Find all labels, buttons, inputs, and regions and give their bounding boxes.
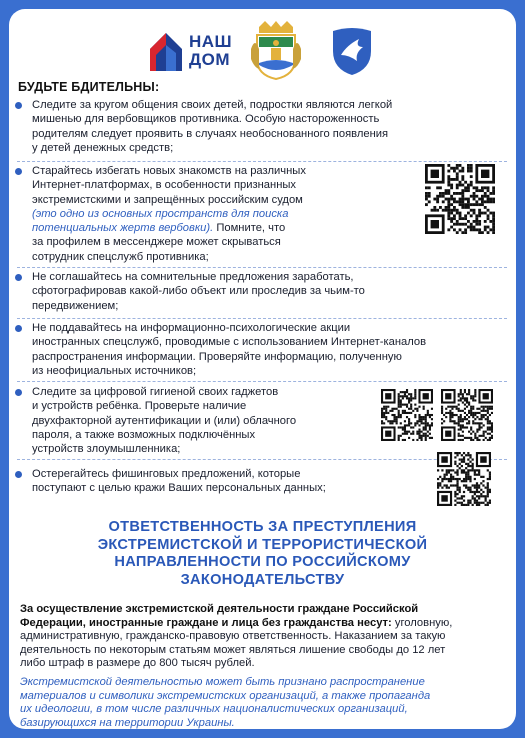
logo-bar xyxy=(9,17,516,81)
alert-heading: БУДЬТЕ БДИТЕЛЬНЫ: xyxy=(18,80,160,94)
bullet-dot xyxy=(15,274,22,281)
tip-text-3: Не соглашайтесь на сомнительные предложения заработать, сфотографировав какой-либо объект или проследив за чьим-то передвижением; xyxy=(32,271,365,312)
responsibility-title: ОТВЕТСТВЕННОСТЬ ЗА ПРЕСТУПЛЕНИЯ ЭКСТРЕМИСТСКОЙ И ТЕРРОРИСТИЧЕСКОЙ НАПРАВЛЕННОСТИ ПО РОССИЙСКОМУ ЗАКОНОДАТЕЛЬСТВУ xyxy=(97,519,428,588)
house-icon xyxy=(147,27,185,73)
extremism-note: Экстремистской деятельностью может быть признано распространение материалов и символики экстремистских организаций, а также пропаганда их идеологии, в том числе различных националистических организаций, базирующихся на территории Украины. xyxy=(20,676,431,729)
separator xyxy=(17,459,507,460)
bullet-dot xyxy=(15,168,22,175)
content-card xyxy=(9,9,516,729)
bullet-dot xyxy=(15,325,22,332)
separator xyxy=(17,381,507,382)
tip-text-4: Не поддавайтесь на информационно-психологические акции иностранных спецслужб, проводимые с использованием Интернет-каналов распространения информации. Проверяйте информацию, полученную из неофициальных источников; xyxy=(32,322,427,377)
qr-code-4[interactable] xyxy=(437,452,491,506)
separator xyxy=(17,161,507,162)
bullet-dot xyxy=(15,471,22,478)
responsibility-text: За осуществление экстремистской деятельности граждане Российской Федерации, иностранные граждане и лица без гражданства несут: уголовную, административную, гражданско-правовую ответственность. Наказанием за такую деятельность по некоторым статьям может являться лишение свободы до 12 лет либо штраф в размере до 800 тысяч рублей. xyxy=(20,603,453,670)
qr-code-2[interactable] xyxy=(381,389,433,441)
qr-code-1[interactable] xyxy=(425,164,495,234)
tip-text-6: Остерегайтесь фишинговых предложений, которые поступают с целью кражи Ваших персональных данных; xyxy=(32,468,326,495)
nash-dom-logo xyxy=(147,27,237,73)
logo-word-2: ДОМ xyxy=(189,50,230,69)
qr-code-3[interactable] xyxy=(441,389,493,441)
tip-text-5: Следите за цифровой гигиеной своих гаджетов и устройств ребёнка. Проверьте наличие двухфакторной аутентификации и (или) облачного пароля, а также возможных подключённых устройств злоумышленника; xyxy=(32,386,297,456)
shield-bird-icon xyxy=(329,25,375,77)
bullet-dot xyxy=(15,389,22,396)
city-crest-icon xyxy=(249,19,303,81)
bullet-dot xyxy=(15,102,22,109)
logo-word-1: НАШ xyxy=(189,32,233,51)
separator xyxy=(17,318,507,319)
tip-text-1: Следите за кругом общения своих детей, подростки являются легкой мишенью для вербовщиков противника. Особую настороженность родителям следует проявить в случаях необоснованного появления у детей денежных средств; xyxy=(32,99,393,154)
tip-text-2: Старайтесь избегать новых знакомств на различных Интернет-платформах, в особенности признанных экстремистскими и запрещённых российским судом (это одно из основных пространств для поиска потенциальных жертв вербовки). Помните, что за профилем в мессенджере может скрываться сотрудник спецслужб противника; xyxy=(32,165,306,263)
separator xyxy=(17,267,507,268)
